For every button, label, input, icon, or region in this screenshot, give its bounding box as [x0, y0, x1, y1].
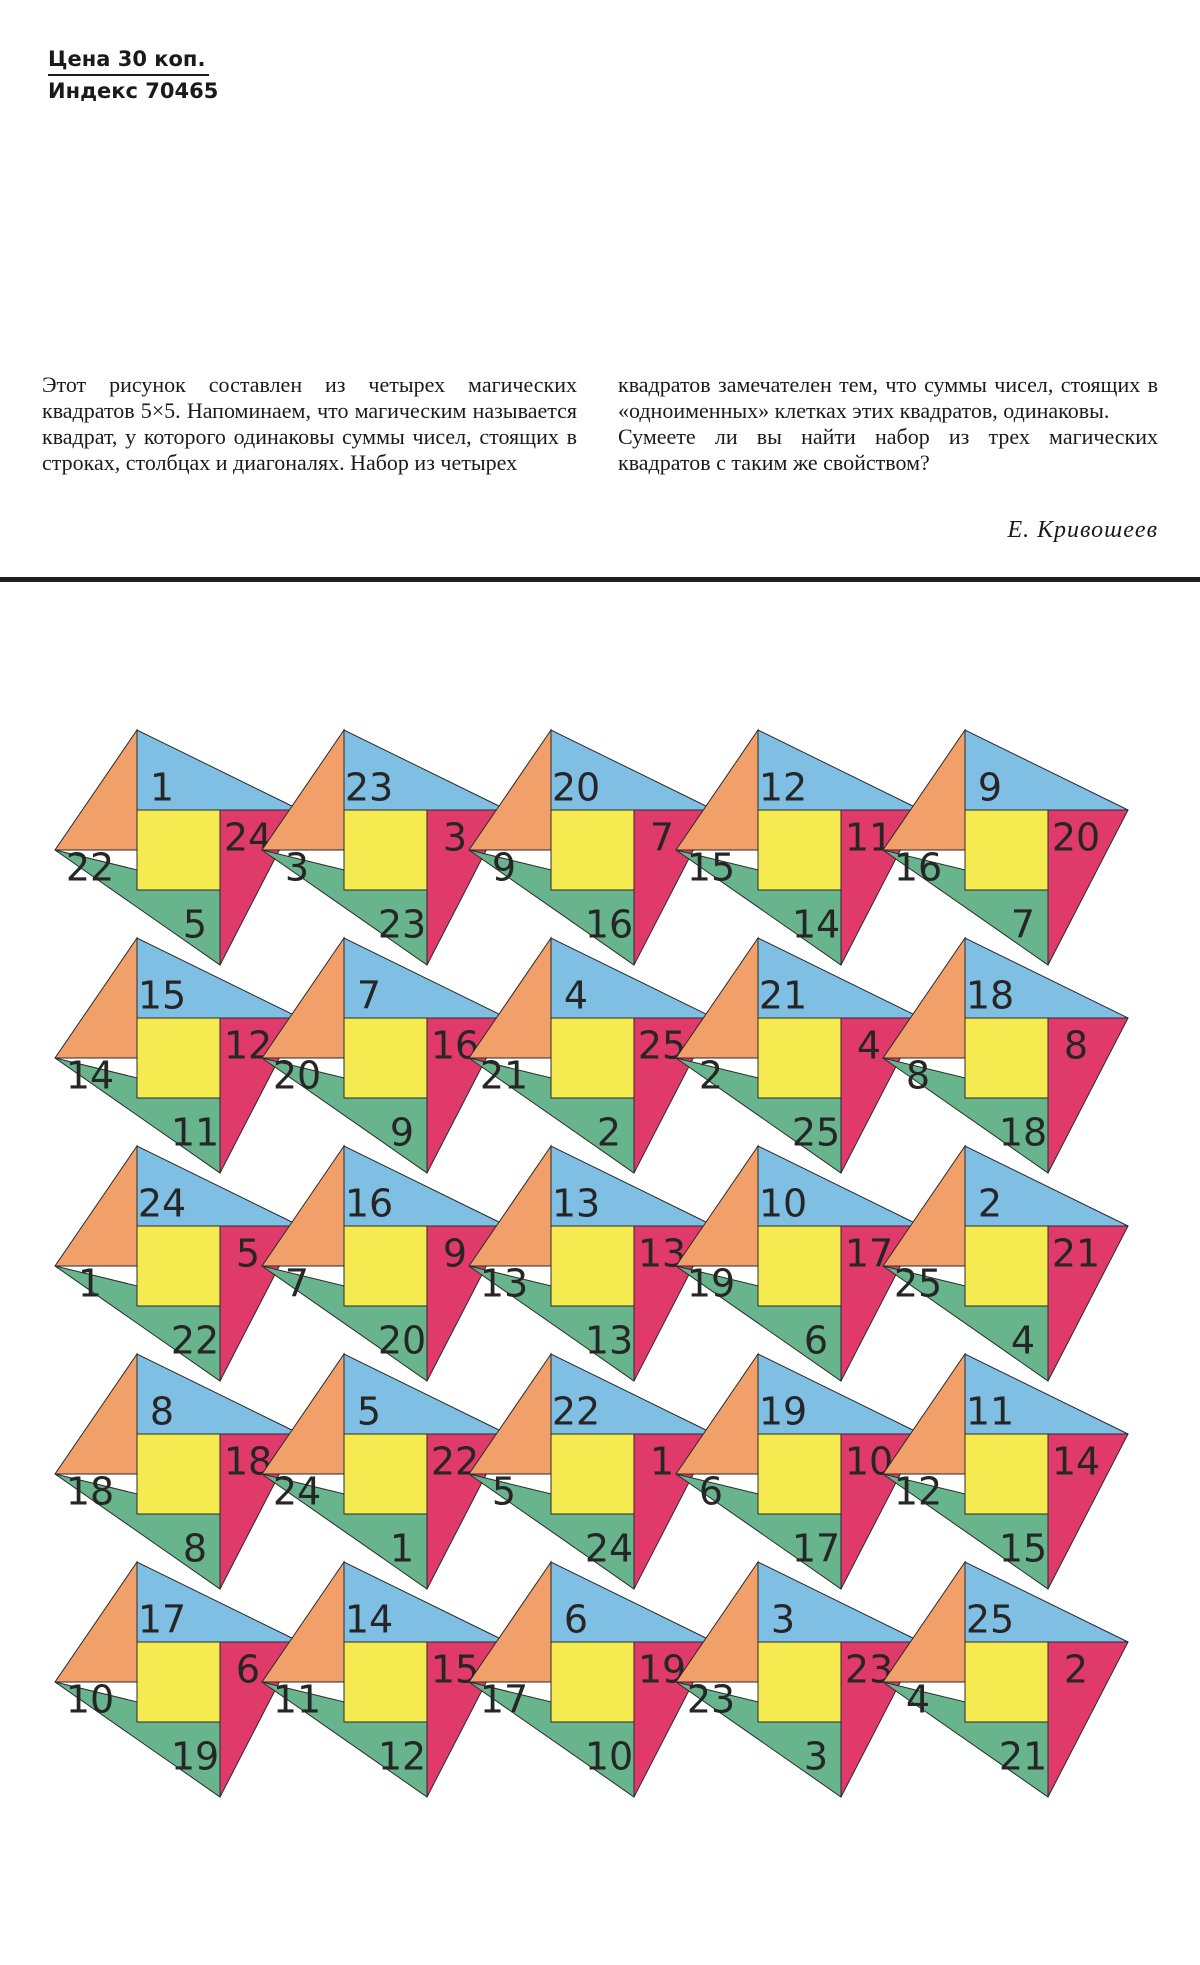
orange-number: 16: [893, 845, 943, 890]
red-number: 22: [430, 1439, 480, 1484]
orange-triangle: [883, 1562, 965, 1682]
orange-triangle: [55, 938, 137, 1058]
green-number: 8: [182, 1526, 208, 1571]
pinwheel-tile: [883, 1146, 1128, 1381]
red-number: 14: [1051, 1439, 1101, 1484]
red-number: 18: [223, 1439, 273, 1484]
green-number: 18: [998, 1110, 1048, 1155]
green-number: 20: [377, 1318, 427, 1363]
orange-number: 24: [272, 1469, 322, 1514]
green-number: 16: [584, 902, 634, 947]
blue-number: 18: [965, 973, 1015, 1018]
yellow-center: [965, 810, 1048, 890]
yellow-center: [551, 1226, 634, 1306]
pinwheel-tile: [883, 730, 1128, 965]
orange-triangle: [469, 1562, 551, 1682]
orange-number: 20: [272, 1053, 322, 1098]
red-number: 20: [1051, 815, 1101, 860]
yellow-center: [758, 810, 841, 890]
green-number: 9: [389, 1110, 415, 1155]
blue-number: 6: [563, 1597, 589, 1642]
blue-number: 13: [551, 1181, 601, 1226]
orange-number: 4: [905, 1677, 931, 1722]
red-number: 9: [442, 1231, 468, 1276]
blue-number: 17: [137, 1597, 187, 1642]
orange-triangle: [469, 938, 551, 1058]
orange-triangle: [883, 1146, 965, 1266]
yellow-center: [344, 1434, 427, 1514]
blue-number: 4: [563, 973, 589, 1018]
orange-triangle: [676, 938, 758, 1058]
green-number: 2: [596, 1110, 622, 1155]
red-number: 6: [235, 1647, 261, 1692]
orange-triangle: [676, 1146, 758, 1266]
orange-triangle: [469, 730, 551, 850]
green-number: 25: [791, 1110, 841, 1155]
orange-number: 8: [905, 1053, 931, 1098]
orange-triangle: [262, 1562, 344, 1682]
orange-triangle: [55, 1354, 137, 1474]
yellow-center: [344, 1642, 427, 1722]
blue-number: 19: [758, 1389, 808, 1434]
orange-triangle: [469, 1146, 551, 1266]
yellow-center: [137, 810, 220, 890]
question-paragraph: Сумеете ли вы найти набор из трех магических квадратов с таким же свойством?: [618, 424, 1158, 475]
orange-triangle: [883, 938, 965, 1058]
green-number: 6: [803, 1318, 829, 1363]
blue-number: 16: [344, 1181, 394, 1226]
blue-number: 22: [551, 1389, 601, 1434]
green-number: 7: [1010, 902, 1036, 947]
yellow-center: [344, 1226, 427, 1306]
blue-number: 23: [344, 765, 394, 810]
orange-triangle: [55, 1146, 137, 1266]
orange-number: 22: [65, 845, 115, 890]
orange-number: 15: [686, 845, 736, 890]
blue-number: 24: [137, 1181, 187, 1226]
red-number: 23: [844, 1647, 894, 1692]
orange-triangle: [883, 730, 965, 850]
red-number: 13: [637, 1231, 687, 1276]
red-number: 3: [442, 815, 468, 860]
orange-triangle: [262, 730, 344, 850]
orange-number: 6: [698, 1469, 724, 1514]
orange-number: 23: [686, 1677, 736, 1722]
blue-number: 15: [137, 973, 187, 1018]
orange-number: 7: [284, 1261, 310, 1306]
yellow-center: [551, 1018, 634, 1098]
orange-triangle: [676, 730, 758, 850]
green-number: 17: [791, 1526, 841, 1571]
red-number: 21: [1051, 1231, 1101, 1276]
yellow-center: [965, 1018, 1048, 1098]
yellow-center: [551, 1434, 634, 1514]
green-number: 3: [803, 1734, 829, 1779]
blue-number: 5: [356, 1389, 382, 1434]
yellow-center: [551, 1642, 634, 1722]
text-column-left: [42, 372, 577, 476]
blue-number: 7: [356, 973, 382, 1018]
orange-triangle: [55, 1562, 137, 1682]
green-number: 1: [389, 1526, 415, 1571]
orange-triangle: [676, 1562, 758, 1682]
green-number: 4: [1010, 1318, 1036, 1363]
blue-number: 20: [551, 765, 601, 810]
yellow-center: [137, 1642, 220, 1722]
intro-paragraph: Этот рисунок составлен из четырех магических квадратов 5×5. Напоминаем, что магическим называется квадрат, у которого одинаковы суммы чисел, стоящих в строках, столбцах и диагоналях. Набор из четырех: [42, 372, 577, 475]
green-number: 22: [170, 1318, 220, 1363]
green-number: 15: [998, 1526, 1048, 1571]
blue-number: 12: [758, 765, 808, 810]
green-number: 11: [170, 1110, 220, 1155]
yellow-center: [758, 1226, 841, 1306]
blue-number: 2: [977, 1181, 1003, 1226]
orange-number: 1: [77, 1261, 103, 1306]
red-number: 15: [430, 1647, 480, 1692]
yellow-center: [965, 1434, 1048, 1514]
red-number: 1: [649, 1439, 675, 1484]
orange-triangle: [55, 730, 137, 850]
green-number: 5: [182, 902, 208, 947]
orange-number: 14: [65, 1053, 115, 1098]
green-number: 21: [998, 1734, 1048, 1779]
magic-squares-illustration: [0, 660, 1200, 1800]
text-column-right: [618, 372, 1158, 476]
yellow-center: [965, 1226, 1048, 1306]
blue-number: 21: [758, 973, 808, 1018]
red-number: 2: [1063, 1647, 1089, 1692]
green-number: 10: [584, 1734, 634, 1779]
red-number: 19: [637, 1647, 687, 1692]
price-label: Цена 30 коп.: [48, 44, 209, 76]
red-number: 12: [223, 1023, 273, 1068]
orange-number: 19: [686, 1261, 736, 1306]
section-divider: [0, 577, 1200, 582]
yellow-center: [137, 1226, 220, 1306]
red-number: 16: [430, 1023, 480, 1068]
green-number: 24: [584, 1526, 634, 1571]
blue-number: 11: [965, 1389, 1015, 1434]
orange-triangle: [262, 1354, 344, 1474]
orange-number: 17: [479, 1677, 529, 1722]
index-label: Индекс 70465: [48, 79, 219, 103]
blue-number: 14: [344, 1597, 394, 1642]
blue-number: 10: [758, 1181, 808, 1226]
red-number: 4: [856, 1023, 882, 1068]
orange-triangle: [883, 1354, 965, 1474]
orange-number: 5: [491, 1469, 517, 1514]
blue-number: 1: [149, 765, 175, 810]
pinwheel-tile: [883, 1354, 1128, 1589]
orange-triangle: [676, 1354, 758, 1474]
red-number: 7: [649, 815, 675, 860]
blue-number: 25: [965, 1597, 1015, 1642]
yellow-center: [551, 810, 634, 890]
green-number: 14: [791, 902, 841, 947]
price-block: [48, 44, 218, 106]
orange-number: 10: [65, 1677, 115, 1722]
intro-paragraph-continued: квадратов замечателен тем, что суммы чисел, стоящих в «одноименных» клетках этих квадратов, одинаковы.: [618, 372, 1158, 423]
yellow-center: [137, 1018, 220, 1098]
orange-triangle: [469, 1354, 551, 1474]
orange-number: 25: [893, 1261, 943, 1306]
yellow-center: [137, 1434, 220, 1514]
red-number: 11: [844, 815, 894, 860]
pinwheel-tile: [883, 938, 1128, 1173]
green-number: 19: [170, 1734, 220, 1779]
yellow-center: [758, 1642, 841, 1722]
green-number: 23: [377, 902, 427, 947]
orange-number: 21: [479, 1053, 529, 1098]
green-number: 13: [584, 1318, 634, 1363]
red-number: 8: [1063, 1023, 1089, 1068]
green-number: 12: [377, 1734, 427, 1779]
orange-triangle: [262, 1146, 344, 1266]
red-number: 25: [637, 1023, 687, 1068]
red-number: 24: [223, 815, 273, 860]
pinwheel-tile: [883, 1562, 1128, 1797]
yellow-center: [344, 810, 427, 890]
yellow-center: [758, 1434, 841, 1514]
yellow-center: [758, 1018, 841, 1098]
red-number: 5: [235, 1231, 261, 1276]
orange-number: 9: [491, 845, 517, 890]
blue-number: 9: [977, 765, 1003, 810]
orange-number: 2: [698, 1053, 724, 1098]
yellow-center: [965, 1642, 1048, 1722]
red-number: 10: [844, 1439, 894, 1484]
orange-number: 18: [65, 1469, 115, 1514]
orange-number: 3: [284, 845, 310, 890]
orange-triangle: [262, 938, 344, 1058]
orange-number: 12: [893, 1469, 943, 1514]
author-signature: Е. Кривошеев: [1007, 517, 1158, 543]
blue-number: 8: [149, 1389, 175, 1434]
blue-number: 3: [770, 1597, 796, 1642]
red-number: 17: [844, 1231, 894, 1276]
yellow-center: [344, 1018, 427, 1098]
orange-number: 11: [272, 1677, 322, 1722]
orange-number: 13: [479, 1261, 529, 1306]
